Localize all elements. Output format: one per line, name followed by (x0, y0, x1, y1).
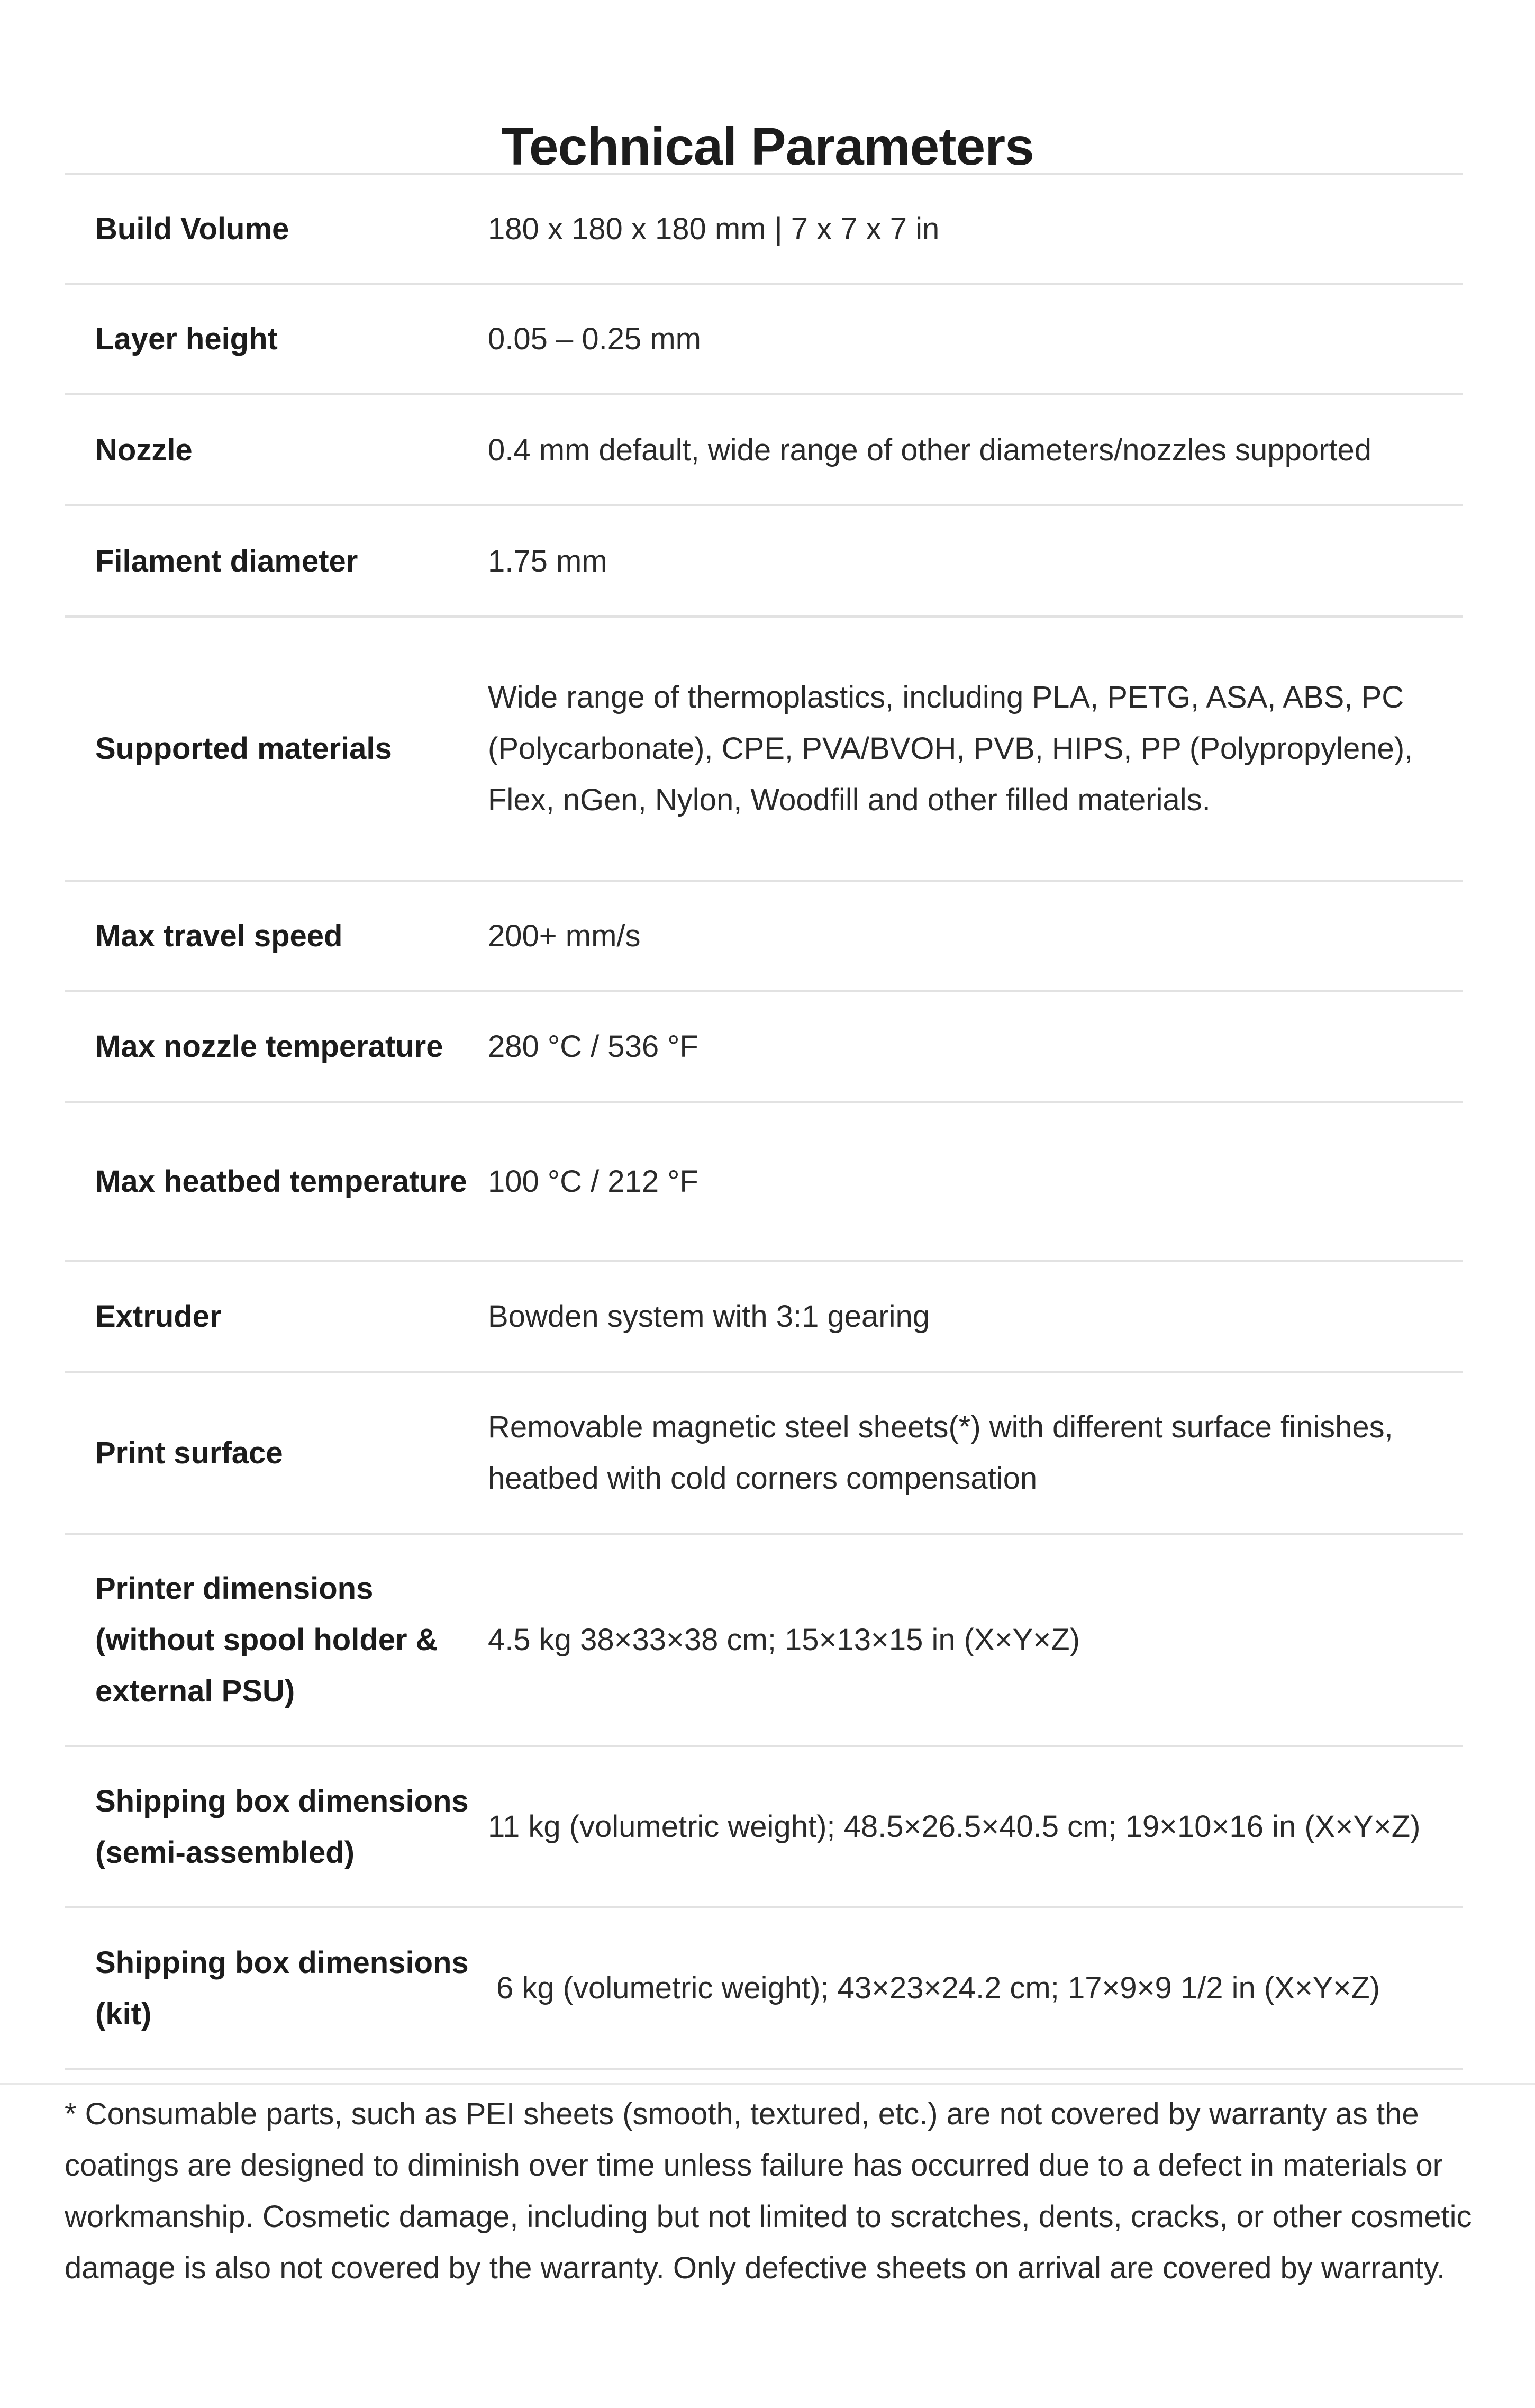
table-row-filament-diameter (65, 506, 1463, 618)
row-label-print-surface: Print surface (95, 1435, 283, 1470)
row-label-supported-materials: Supported materials (95, 731, 392, 766)
row-label-max-nozzle-temperature: Max nozzle temperature (95, 1029, 443, 1064)
row-value-build-volume: 180 x 180 x 180 mm | 7 x 7 x 7 in (488, 211, 940, 246)
page-title: Technical Parameters (501, 117, 1034, 176)
table-row-supported-materials (65, 618, 1463, 882)
row-label-layer-height: Layer height (95, 322, 278, 356)
table-row-printer-dimensions (65, 1535, 1463, 1747)
table-row-print-surface (65, 1373, 1463, 1535)
row-value-filament-diameter: 1.75 mm (488, 544, 607, 578)
row-value-nozzle: 0.4 mm default, wide range of other diameters/nozzles supported (488, 432, 1372, 467)
table-row-shipping-box-semi-assembled (65, 1747, 1463, 1908)
table-row-max-heatbed-temperature (65, 1103, 1463, 1262)
row-label-shipping-box-kit: Shipping box dimensions (kit) (95, 1945, 469, 2031)
table-row-nozzle (65, 395, 1463, 506)
row-label-filament-diameter: Filament diameter (95, 544, 358, 578)
warranty-footnote: * Consumable parts, such as PEI sheets (smooth, textured, etc.) are not covered by warranty as the coatings are designed to diminish over time unless failure has occurred due to a defect in materials or workmanship. Cosmetic damage, including but not limited to scratches, dents, cracks, or other cosmetic damage is also not covered by the warranty. Only defective sheets on arrival are covered by warranty. (65, 2097, 1472, 2285)
row-value-layer-height: 0.05 – 0.25 mm (488, 322, 701, 356)
row-label-max-heatbed-temperature: Max heatbed temperature (95, 1164, 467, 1199)
technical-parameters-table (65, 173, 1463, 2070)
row-label-nozzle: Nozzle (95, 432, 193, 467)
table-row-max-nozzle-temperature (65, 992, 1463, 1103)
row-label-extruder: Extruder (95, 1299, 222, 1334)
row-label-shipping-box-semi-assembled: Shipping box dimensions (semi-assembled) (95, 1784, 469, 1870)
row-value-shipping-box-semi-assembled: 11 kg (volumetric weight); 48.5×26.5×40.5 cm; 19×10×16 in (X×Y×Z) (488, 1809, 1421, 1844)
row-value-printer-dimensions: 4.5 kg 38×33×38 cm; 15×13×15 in (X×Y×Z) (488, 1623, 1080, 1657)
row-value-max-nozzle-temperature: 280 °C / 536 °F (488, 1029, 698, 1064)
table-row-max-travel-speed (65, 882, 1463, 992)
table-row-layer-height (65, 285, 1463, 395)
row-label-printer-dimensions: Printer dimensions (without spool holder & external PSU) (95, 1571, 438, 1708)
table-row-shipping-box-kit (65, 1908, 1463, 2070)
row-value-shipping-box-kit: 6 kg (volumetric weight); 43×23×24.2 cm; 17×9×9 1/2 in (X×Y×Z) (496, 1971, 1380, 2005)
table-row-build-volume (65, 175, 1463, 285)
row-value-max-heatbed-temperature: 100 °C / 212 °F (488, 1164, 698, 1199)
row-label-max-travel-speed: Max travel speed (95, 919, 343, 953)
row-value-supported-materials: Wide range of thermoplastics, including PLA, PETG, ASA, ABS, PC (Polycarbonate), CPE, PVA/BVOH, PVB, HIPS, PP (Polypropylene), Flex, nGen, Nylon, Woodfill and other filled materials. (488, 680, 1413, 817)
row-value-extruder: Bowden system with 3:1 gearing (488, 1299, 930, 1334)
row-value-print-surface: Removable magnetic steel sheets(*) with different surface finishes, heatbed with cold corners compensation (488, 1410, 1393, 1496)
row-value-max-travel-speed: 200+ mm/s (488, 919, 641, 953)
table-row-extruder (65, 1262, 1463, 1373)
footnote-divider (0, 2083, 1535, 2085)
row-label-build-volume: Build Volume (95, 211, 289, 246)
